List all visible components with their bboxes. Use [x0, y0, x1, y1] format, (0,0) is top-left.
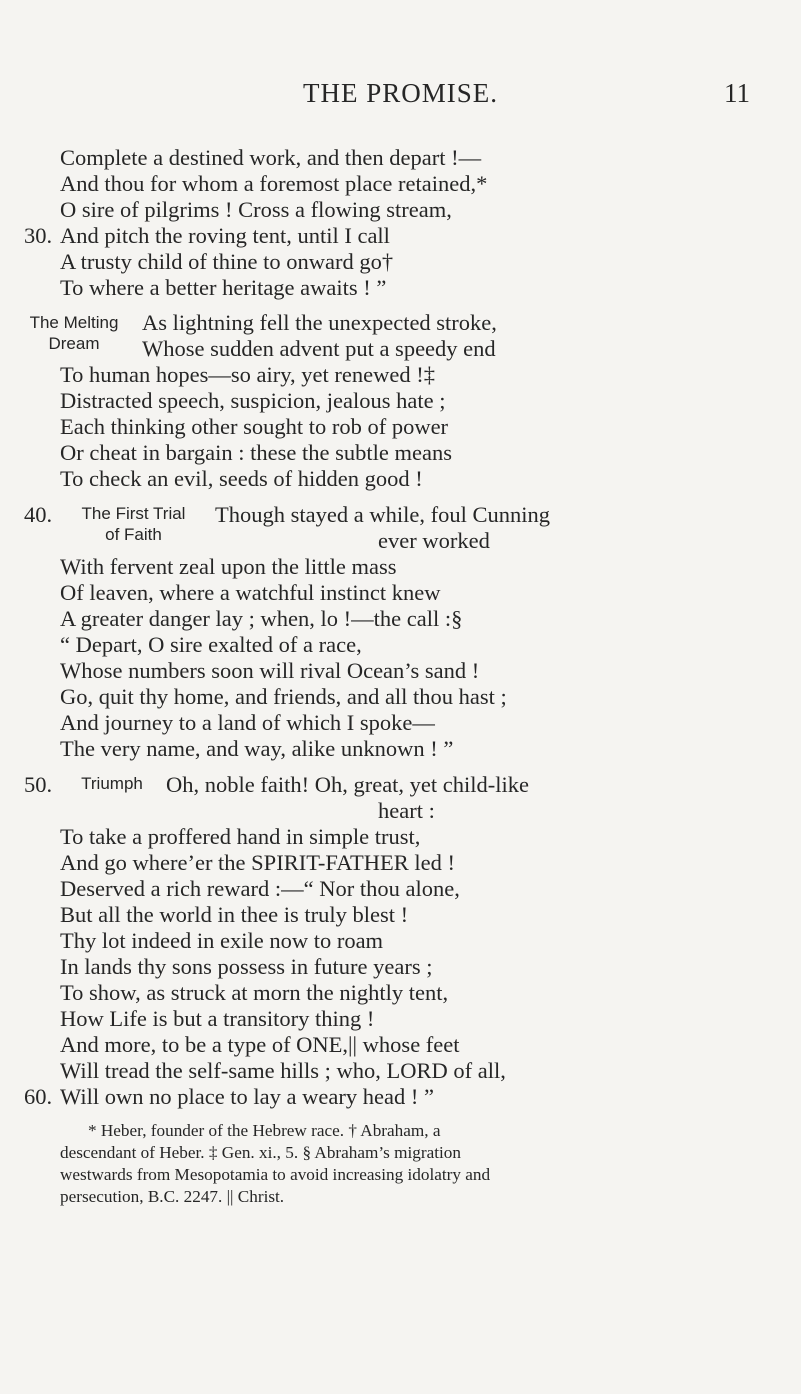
sidenote-first-trial-1: The First Trial — [81, 504, 186, 523]
verse-line: Will tread the self-same hills ; who, LORD of all, — [60, 1058, 506, 1083]
verse-line: Or cheat in bargain : these the subtle means — [60, 440, 452, 465]
line-number: 40. — [24, 502, 53, 527]
verse-line: “ Depart, O sire exalted of a race, — [60, 632, 362, 657]
line-number: 30. — [24, 223, 53, 248]
verse-line: Each thinking other sought to rob of power — [60, 414, 449, 439]
sidenote-melting-dream-1: The Melting — [29, 313, 119, 332]
verse-line: In lands thy sons possess in future years ; — [60, 954, 433, 979]
sidenote-triumph: Triumph — [81, 774, 143, 793]
verse-line: But all the world in thee is truly blest ! — [60, 902, 409, 927]
verse-line: Go, quit thy home, and friends, and all thou hast ; — [60, 684, 507, 709]
verse-line: A greater danger lay ; when, lo !—the call :§ — [60, 606, 463, 631]
verse-line: Whose numbers soon will rival Ocean’s sand ! — [60, 658, 480, 683]
sidenote-melting-dream-2: Dream — [48, 334, 100, 353]
verse-line: A trusty child of thine to onward go† — [60, 249, 394, 274]
verse-line: Deserved a rich reward :—“ Nor thou alone, — [60, 876, 460, 901]
verse-line: And more, to be a type of ONE,|| whose feet — [60, 1032, 460, 1057]
page-number: 11 — [724, 78, 750, 108]
verse-line: Will own no place to lay a weary head ! ” — [60, 1084, 434, 1109]
verse-line: And journey to a land of which I spoke— — [60, 710, 435, 735]
verse-line: As lightning fell the unexpected stroke, — [142, 310, 497, 335]
verse-line: To check an evil, seeds of hidden good ! — [60, 466, 423, 491]
running-title: THE PROMISE. — [302, 78, 498, 108]
verse-line: Whose sudden advent put a speedy end — [142, 336, 496, 361]
footnote-line: westwards from Mesopotamia to avoid increasing idolatry and — [60, 1165, 491, 1184]
verse-line: To where a better heritage awaits ! ” — [60, 275, 387, 300]
footnote-line: * Heber, founder of the Hebrew race. † Abraham, a — [88, 1121, 441, 1140]
line-number: 50. — [24, 772, 53, 797]
verse-line: And go where’er the SPIRIT-FATHER led ! — [60, 850, 455, 875]
line-number: 60. — [24, 1084, 53, 1109]
verse-line: To human hopes—so airy, yet renewed !‡ — [60, 362, 435, 387]
verse-line: Complete a destined work, and then depart !— — [60, 145, 482, 170]
footnote-line: persecution, B.C. 2247. || Christ. — [60, 1187, 285, 1206]
footnotes — [60, 1120, 760, 1208]
verse-line: Distracted speech, suspicion, jealous hate ; — [60, 388, 446, 413]
verse-line-continuation: ever worked — [378, 528, 490, 553]
verse-line: With fervent zeal upon the little mass — [60, 554, 397, 579]
verse-line: To show, as struck at morn the nightly tent, — [60, 980, 449, 1005]
footnote-line: descendant of Heber. ‡ Gen. xi., 5. § Abraham’s migration — [60, 1143, 461, 1162]
verse-line: Thy lot indeed in exile now to roam — [60, 928, 384, 953]
running-head — [0, 78, 801, 112]
verse-line: Though stayed a while, foul Cunning — [215, 502, 550, 527]
verse-line: And thou for whom a foremost place retained,* — [60, 171, 488, 196]
verse-line: How Life is but a transitory thing ! — [60, 1006, 375, 1031]
verse-line: The very name, and way, alike unknown ! ” — [60, 736, 454, 761]
verse-line: O sire of pilgrims ! Cross a flowing stream, — [60, 197, 452, 222]
verse-line: And pitch the roving tent, until I call — [60, 223, 390, 248]
verse-line: Oh, noble faith! Oh, great, yet child-like — [166, 772, 530, 797]
verse-line: To take a proffered hand in simple trust, — [60, 824, 421, 849]
verse-line: Of leaven, where a watchful instinct knew — [60, 580, 441, 605]
sidenote-first-trial-2: of Faith — [105, 525, 162, 544]
verse-line-continuation: heart : — [378, 798, 435, 823]
